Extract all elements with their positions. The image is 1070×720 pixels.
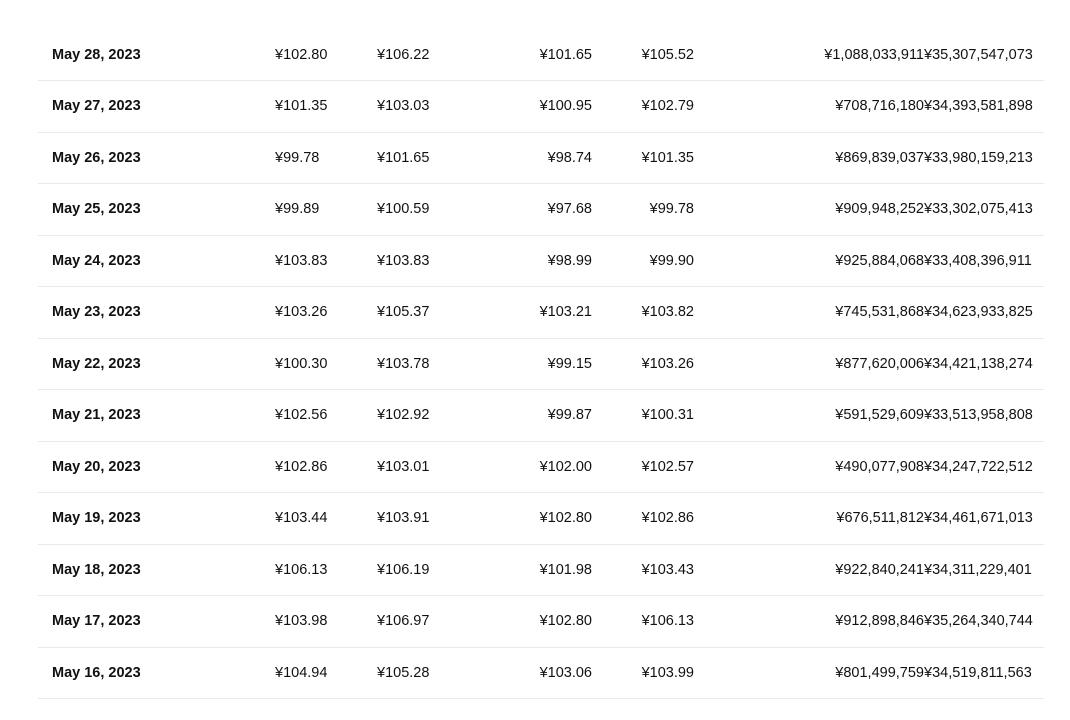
volume-cell: ¥490,077,908 [694, 441, 924, 493]
volume-cell: ¥912,898,846 [694, 596, 924, 648]
close-price-cell: ¥102.79 [592, 81, 694, 133]
volume-cell: ¥925,884,068 [694, 235, 924, 287]
open-price-cell: ¥103.98 [275, 596, 377, 648]
open-price-cell: ¥99.89 [275, 184, 377, 236]
high-price-cell: ¥106.19 [377, 544, 467, 596]
table-row [38, 29, 1044, 81]
open-price-cell: ¥103.26 [275, 287, 377, 339]
high-price-cell: ¥102.92 [377, 390, 467, 442]
low-price-cell: ¥99.87 [467, 390, 592, 442]
table-row [38, 287, 1044, 339]
table-row [38, 544, 1044, 596]
table-row [38, 132, 1044, 184]
volume-cell: ¥745,531,868 [694, 287, 924, 339]
open-price-cell: ¥106.13 [275, 544, 377, 596]
price-history-table-container [38, 29, 1044, 699]
date-cell: May 23, 2023 [38, 287, 275, 339]
low-price-cell: ¥97.68 [467, 184, 592, 236]
close-price-cell: ¥102.86 [592, 493, 694, 545]
volume-cell: ¥591,529,609 [694, 390, 924, 442]
low-price-cell: ¥98.99 [467, 235, 592, 287]
open-price-cell: ¥102.86 [275, 441, 377, 493]
close-price-cell: ¥99.78 [592, 184, 694, 236]
table-row [38, 441, 1044, 493]
table-row [38, 390, 1044, 442]
low-price-cell: ¥102.80 [467, 596, 592, 648]
high-price-cell: ¥103.01 [377, 441, 467, 493]
price-history-table [38, 29, 1044, 699]
close-price-cell: ¥105.52 [592, 29, 694, 81]
close-price-cell: ¥103.99 [592, 647, 694, 699]
market-cap-cell: ¥35,307,547,073 [924, 29, 1044, 81]
table-row [38, 338, 1044, 390]
market-cap-cell: ¥33,980,159,213 [924, 132, 1044, 184]
high-price-cell: ¥103.78 [377, 338, 467, 390]
volume-cell: ¥909,948,252 [694, 184, 924, 236]
market-cap-cell: ¥33,408,396,911 [924, 235, 1044, 287]
market-cap-cell: ¥34,421,138,274 [924, 338, 1044, 390]
table-row [38, 493, 1044, 545]
date-cell: May 17, 2023 [38, 596, 275, 648]
close-price-cell: ¥103.43 [592, 544, 694, 596]
close-price-cell: ¥101.35 [592, 132, 694, 184]
low-price-cell: ¥102.80 [467, 493, 592, 545]
open-price-cell: ¥99.78 [275, 132, 377, 184]
high-price-cell: ¥106.22 [377, 29, 467, 81]
price-history-rows [38, 29, 1044, 699]
date-cell: May 27, 2023 [38, 81, 275, 133]
market-cap-cell: ¥34,311,229,401 [924, 544, 1044, 596]
high-price-cell: ¥103.03 [377, 81, 467, 133]
date-cell: May 21, 2023 [38, 390, 275, 442]
low-price-cell: ¥101.98 [467, 544, 592, 596]
close-price-cell: ¥103.26 [592, 338, 694, 390]
high-price-cell: ¥101.65 [377, 132, 467, 184]
high-price-cell: ¥106.97 [377, 596, 467, 648]
high-price-cell: ¥105.37 [377, 287, 467, 339]
table-row [38, 81, 1044, 133]
volume-cell: ¥801,499,759 [694, 647, 924, 699]
date-cell: May 20, 2023 [38, 441, 275, 493]
low-price-cell: ¥103.21 [467, 287, 592, 339]
table-row [38, 184, 1044, 236]
market-cap-cell: ¥34,247,722,512 [924, 441, 1044, 493]
close-price-cell: ¥99.90 [592, 235, 694, 287]
high-price-cell: ¥103.91 [377, 493, 467, 545]
high-price-cell: ¥103.83 [377, 235, 467, 287]
date-cell: May 24, 2023 [38, 235, 275, 287]
low-price-cell: ¥102.00 [467, 441, 592, 493]
table-row [38, 596, 1044, 648]
date-cell: May 18, 2023 [38, 544, 275, 596]
date-cell: May 28, 2023 [38, 29, 275, 81]
close-price-cell: ¥103.82 [592, 287, 694, 339]
open-price-cell: ¥101.35 [275, 81, 377, 133]
volume-cell: ¥1,088,033,911 [694, 29, 924, 81]
high-price-cell: ¥105.28 [377, 647, 467, 699]
date-cell: May 22, 2023 [38, 338, 275, 390]
volume-cell: ¥676,511,812 [694, 493, 924, 545]
open-price-cell: ¥100.30 [275, 338, 377, 390]
table-row [38, 647, 1044, 699]
market-cap-cell: ¥34,393,581,898 [924, 81, 1044, 133]
low-price-cell: ¥98.74 [467, 132, 592, 184]
low-price-cell: ¥101.65 [467, 29, 592, 81]
low-price-cell: ¥103.06 [467, 647, 592, 699]
volume-cell: ¥869,839,037 [694, 132, 924, 184]
date-cell: May 19, 2023 [38, 493, 275, 545]
low-price-cell: ¥100.95 [467, 81, 592, 133]
close-price-cell: ¥100.31 [592, 390, 694, 442]
market-cap-cell: ¥33,513,958,808 [924, 390, 1044, 442]
date-cell: May 16, 2023 [38, 647, 275, 699]
market-cap-cell: ¥34,623,933,825 [924, 287, 1044, 339]
date-cell: May 25, 2023 [38, 184, 275, 236]
market-cap-cell: ¥34,461,671,013 [924, 493, 1044, 545]
open-price-cell: ¥103.83 [275, 235, 377, 287]
open-price-cell: ¥102.56 [275, 390, 377, 442]
market-cap-cell: ¥35,264,340,744 [924, 596, 1044, 648]
market-cap-cell: ¥33,302,075,413 [924, 184, 1044, 236]
open-price-cell: ¥103.44 [275, 493, 377, 545]
open-price-cell: ¥104.94 [275, 647, 377, 699]
low-price-cell: ¥99.15 [467, 338, 592, 390]
volume-cell: ¥708,716,180 [694, 81, 924, 133]
high-price-cell: ¥100.59 [377, 184, 467, 236]
volume-cell: ¥922,840,241 [694, 544, 924, 596]
volume-cell: ¥877,620,006 [694, 338, 924, 390]
market-cap-cell: ¥34,519,811,563 [924, 647, 1044, 699]
table-row [38, 235, 1044, 287]
close-price-cell: ¥102.57 [592, 441, 694, 493]
open-price-cell: ¥102.80 [275, 29, 377, 81]
close-price-cell: ¥106.13 [592, 596, 694, 648]
date-cell: May 26, 2023 [38, 132, 275, 184]
